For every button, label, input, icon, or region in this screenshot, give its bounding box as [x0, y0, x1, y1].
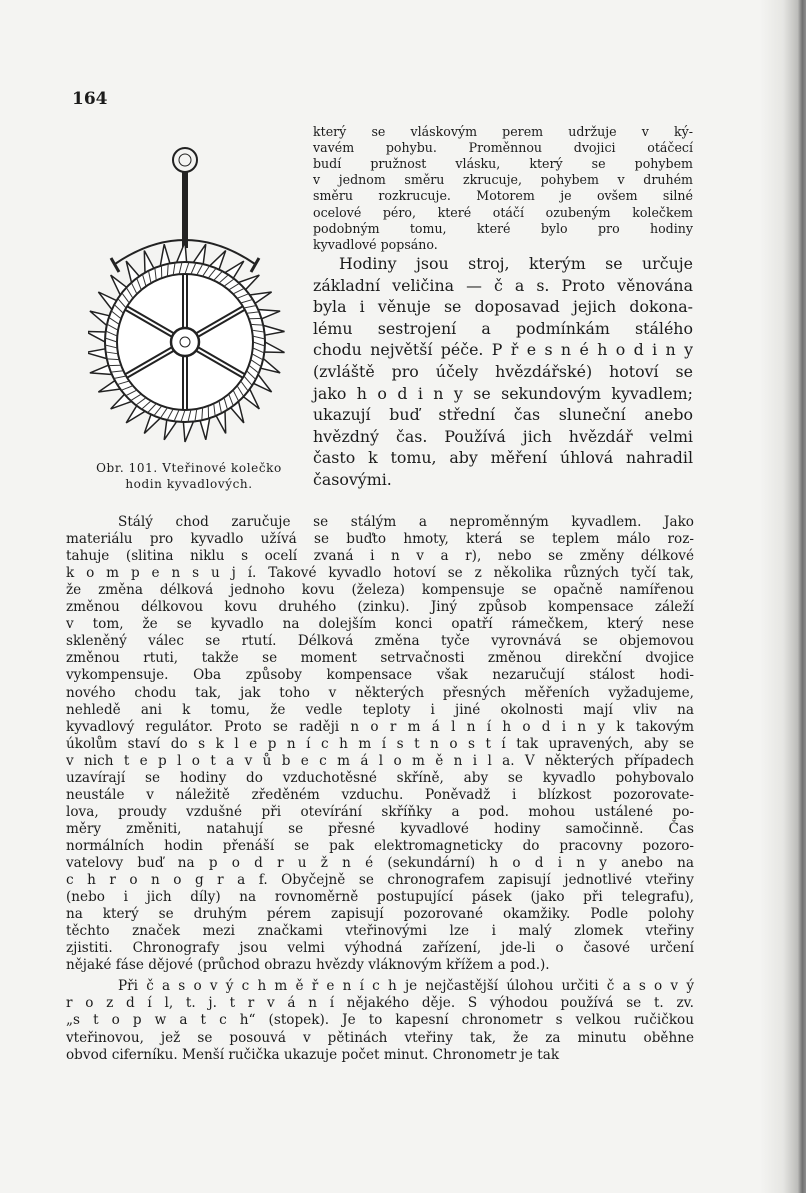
text-line: často k tomu, aby měření úhlová nahradil	[313, 448, 693, 468]
text-line: nehledě ani k tomu, že vedle teploty i jiné okolnosti mají vliv na	[66, 701, 694, 718]
text-line: v tom, že se kyvadlo na dolejším konci opatří rámečkem, který nese	[66, 616, 694, 633]
text-line: těchto značek mezi značkami vteřinovými lze i malý zlomek vteřiny	[66, 923, 694, 940]
text-line: uzavírají se hodiny do vzduchotěsné skříně, aby se kyvadlo pohybovalo	[66, 769, 694, 786]
text-line: vykompensuje. Oba způsoby kompensace však nezaručují stálost hodi-	[66, 667, 694, 684]
text-line: byla i věnuje se doposavad jejich dokona-	[313, 297, 693, 317]
figure-caption	[73, 460, 305, 492]
text-line: vavém pohybu. Proměnnou dvojici otáčecí	[313, 140, 693, 156]
text-line: na který se druhým pérem zapisují pozorované okamžiky. Podle polohy	[66, 906, 694, 923]
text-line: nového chodu tak, jak toho v některých přesných měřeních vyžadujeme,	[66, 684, 694, 701]
text-line: jako h o d i n y se sekundovým kyvadlem;	[313, 383, 693, 403]
text-line: c h r o n o g r a f. Obyčejně se chronografem zapisují jednotlivé vteřiny	[66, 872, 694, 889]
text-line: kyvadlový regulátor. Proto se raději n o r m á l n í h o d i n y k takovým	[66, 718, 694, 735]
text-line: Hodiny jsou stroj, kterým se určuje	[339, 254, 693, 273]
page-edge-shadow	[760, 0, 806, 1193]
text-line: (zvláště pro účely hvězdářské) hotoví se	[313, 362, 693, 381]
text-line: časovými.	[313, 470, 392, 489]
text-line: tahuje (slitina niklu s ocelí zvaná i n v a r), nebo se změny délkové	[66, 548, 694, 565]
text-line: který se vláskovým perem udržuje v ký-	[313, 124, 693, 139]
text-line: (nebo i jich díly) na rovnoměrně postupující pásek (jako při telegrafu),	[66, 889, 694, 906]
wheel-hub-hole	[180, 337, 190, 347]
text-line: kyvadlové popsáno.	[313, 236, 438, 252]
text-line: materiálu pro kyvadlo užívá se buďto hmoty, která se teplem málo roz-	[66, 531, 694, 548]
escape-wheel-drawing	[88, 146, 293, 456]
text-line: že změna délková jednoho kovu (železa) kompensuje se opačně namířenou	[66, 582, 694, 599]
text-line: lova, proudy vzdušné při otevírání skříňky a pod. mohou ustálené po-	[66, 803, 694, 820]
text-line: r o z d í l, t. j. t r v á n í nějakého děje. S výhodou používá se t. zv.	[66, 995, 694, 1012]
text-line: obvod ciferníku. Menší ručička ukazuje počet minut. Chronometr je tak	[66, 1046, 560, 1063]
text-line: zjistiti. Chronografy jsou velmi výhodná zařízení, jde-li o časové určení	[66, 940, 694, 957]
text-line: směru rozkrucuje. Motorem je ovšem silné	[313, 188, 693, 204]
text-line: „s t o p w a t c h“ (stopek). Je to kapesní chronometr s velkou ručičkou	[66, 1012, 694, 1029]
text-line: budí pružnost vlásku, který se pohybem	[313, 156, 693, 172]
text-line: lému sestrojení a podmínkám stálého	[313, 318, 693, 338]
text-line: podobným tomu, které bylo pro hodiny	[313, 220, 693, 236]
text-line: skleněný válec se rtutí. Délková změna tyče vyrovnává se objemovou	[66, 633, 694, 650]
text-line: měry změniti, natahují se přesné kyvadlové hodiny samočinně. Čas	[66, 820, 694, 837]
caption-line-1: Obr. 101. Vteřinové kolečko	[96, 461, 282, 475]
caption-line-2: hodin kyvadlových.	[125, 477, 253, 491]
text-line: v nich t e p l o t a v ů b e c m á l o m ě n i l a. V některých případech	[66, 752, 694, 769]
text-line: Při č a s o v ý c h m ě ř e n í c h je nejčastější úlohou určiti č a s o v ý	[118, 978, 694, 995]
arbor-rod	[182, 164, 188, 248]
text-line: nějaké fáse dějové (průchod obrazu hvězdy vláknovým křížem a pod.).	[66, 957, 550, 974]
text-line: úkolům staví do s k l e p n í c h m í s t n o s t í tak upravených, aby se	[66, 735, 694, 752]
text-line: chodu největší péče. P ř e s n é h o d i n y	[313, 340, 693, 360]
page-number: 164	[72, 89, 108, 109]
text-line: normálních hodin přenáší se pak elektromagneticky do pracovny pozoro-	[66, 837, 694, 854]
text-line: základní veličina — č a s. Proto věnována	[313, 275, 693, 295]
text-line: vteřinovou, jež se posouvá v pětinách vteřiny tak, že za minutu oběhne	[66, 1029, 694, 1046]
text-line: vatelovy buď na p o d r u ž n é (sekundární) h o d i n y anebo na	[66, 855, 694, 871]
text-line: Stálý chod zaručuje se stálým a neproměnným kyvadlem. Jako	[118, 514, 694, 530]
text-line: ocelové péro, které otáčí ozubeným kolečkem	[313, 204, 693, 220]
text-line: hvězdný čas. Používá jich hvězdář velmi	[313, 426, 693, 446]
text-line: změnou rtuti, takže se moment setrvačnosti změnou direkční dvojice	[66, 650, 694, 667]
text-line: v jednom směru zkrucuje, pohybem v druhém	[313, 172, 693, 188]
figure-escape-wheel	[88, 146, 293, 456]
arbor-knob	[173, 148, 197, 172]
text-line: ukazují buď střední čas sluneční anebo	[313, 405, 693, 425]
text-line: změnou délkovou kovu druhého (zinku). Jiný způsob kompensace záleží	[66, 599, 694, 616]
text-line: k o m p e n s u j í. Takové kyvadlo hotoví se z několika různých tyčí tak,	[66, 565, 694, 582]
text-line: neustále v náležitě zředěném vzduchu. Poněvadž i blízkost pozorovate-	[66, 786, 694, 803]
